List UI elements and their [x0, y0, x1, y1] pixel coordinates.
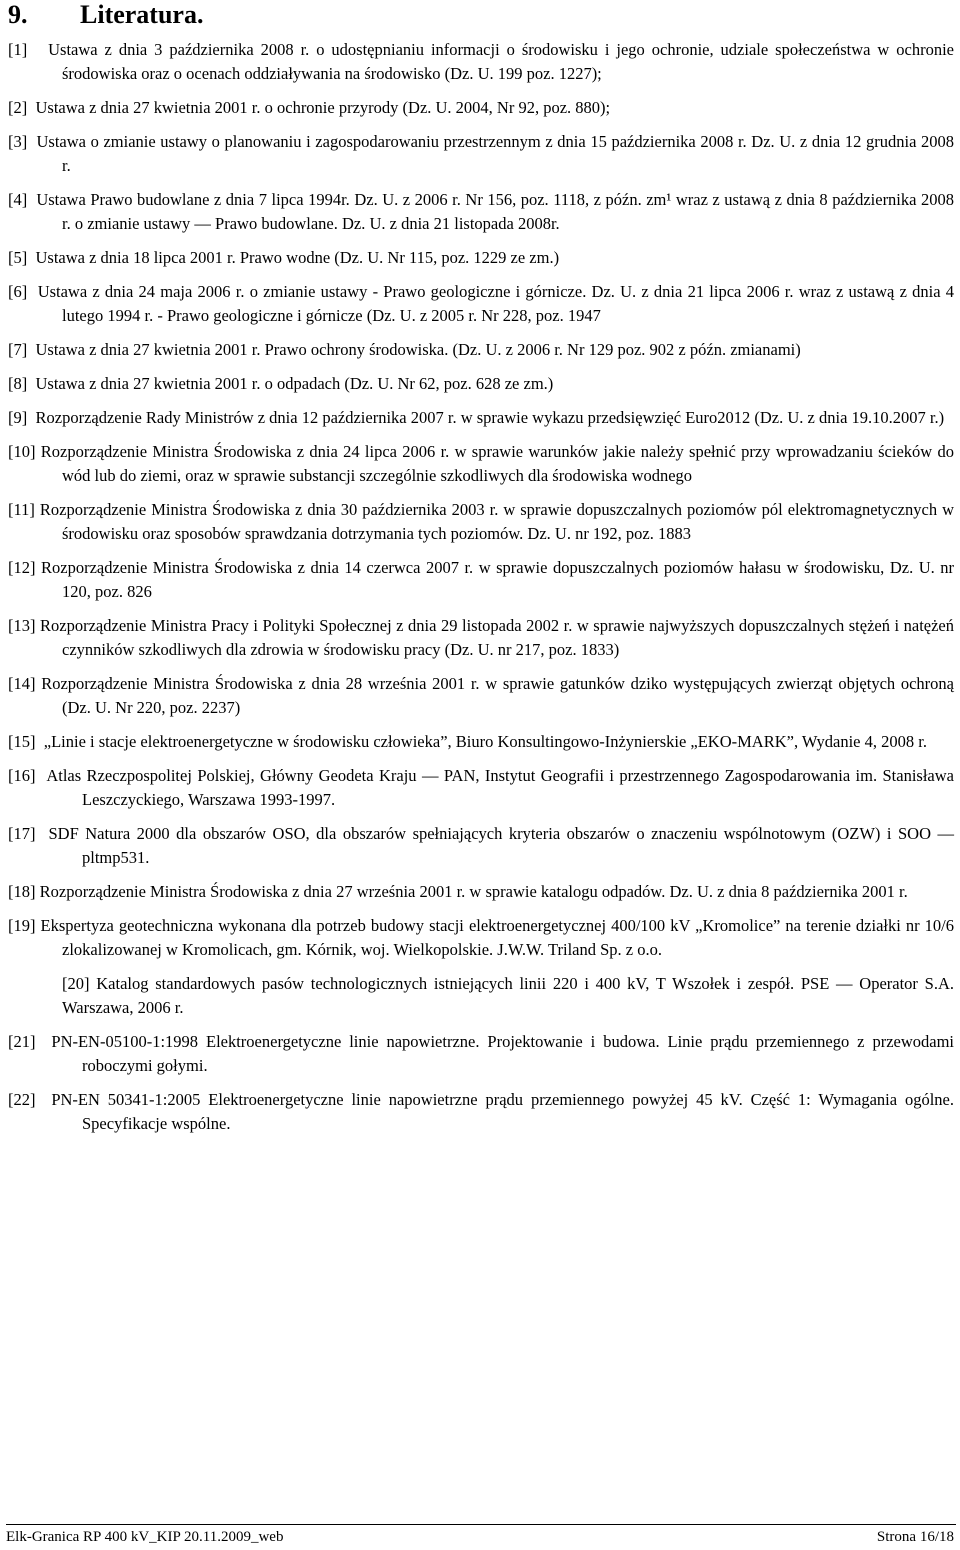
- reference-text: PN-EN 50341-1:2005 Elektroenergetyczne linie napowietrzne prądu przemiennego powyżej 45 kV. Część 1: Wymagania ogólne. Specyfikacje wspólne.: [51, 1090, 954, 1133]
- reference-text: Rozporządzenie Ministra Środowiska z dnia 30 października 2003 r. w sprawie dopuszczalnych poziomów pól elektromagnetycznych w środowisku oraz sposobów sprawdzania dotrzymania tych poziomów. Dz. U. nr 192, poz. 1883: [39, 500, 954, 543]
- reference-text: Ekspertyza geotechniczna wykonana dla potrzeb budowy stacji elektroenergetycznej 400/100 kV „Kromolice” na terenie działki nr 10/6 zlokalizowanej w Kromolicach, gm. Kórnik, woj. Wielkopolskie. J.W.W. Triland Sp. z o.o.: [40, 916, 954, 959]
- reference-item: [0, 280, 960, 328]
- reference-item: [0, 130, 960, 178]
- reference-item: [0, 730, 960, 754]
- reference-item: [0, 1030, 960, 1078]
- section-number: 9.: [8, 0, 28, 29]
- page-footer: [6, 1528, 954, 1546]
- reference-label: [14]: [8, 674, 36, 693]
- reference-text: Rozporządzenie Ministra Środowiska z dnia 28 września 2001 r. w sprawie gatunków dziko występujących zwierząt objętych ochroną (Dz. U. Nr 220, poz. 2237): [41, 674, 955, 717]
- reference-label: [22]: [8, 1090, 36, 1109]
- reference-text: Ustawa z dnia 24 maja 2006 r. o zmianie ustawy - Prawo geologiczne i górnicze. Dz. U. z dnia 21 lipca 2006 r. wraz z ustawą z dnia 4 lutego 1994 r. - Prawo geologiczne i górnicze (Dz. U. z 2005 r. Nr 228, poz. 1947: [37, 282, 954, 325]
- reference-item: [0, 372, 960, 396]
- reference-label: [17]: [8, 824, 36, 843]
- reference-text: Ustawa z dnia 27 kwietnia 2001 r. o odpadach (Dz. U. Nr 62, poz. 628 ze zm.): [35, 374, 554, 393]
- reference-item: [0, 338, 960, 362]
- reference-label: [4]: [8, 190, 28, 209]
- reference-text: Rozporządzenie Ministra Środowiska z dnia 24 lipca 2006 r. w sprawie warunków jakie należy spełnić przy wprowadzaniu ścieków do wód lub do ziemi, oraz w sprawie substancji szczególnie szkodliwych dla środowiska wodnego: [40, 442, 954, 485]
- reference-label: [15]: [8, 732, 36, 751]
- footer-document-id: Elk-Granica RP 400 kV_KIP 20.11.2009_web: [6, 1529, 284, 1545]
- reference-label: [8]: [8, 374, 28, 393]
- reference-label: [19]: [8, 916, 36, 935]
- reference-item: [0, 880, 960, 904]
- reference-item: [0, 38, 960, 86]
- reference-text: Ustawa o zmianie ustawy o planowaniu i zagospodarowaniu przestrzennym z dnia 15 października 2008 r. Dz. U. z dnia 12 grudnia 2008 r.: [36, 132, 955, 175]
- reference-label: [1]: [8, 40, 28, 59]
- reference-text: Atlas Rzeczpospolitej Polskiej, Główny Geodeta Kraju — PAN, Instytut Geografii i przestrzennego Zagospodarowania im. Stanisława Leszczyckiego, Warszawa 1993-1997.: [46, 766, 954, 809]
- reference-text: Ustawa z dnia 3 października 2008 r. o udostępnianiu informacji o środowisku i jego ochronie, udziale społeczeństwa w ochronie środowiska oraz o ocenach oddziaływania na środowisko (Dz. U. 199 poz. 1227);: [48, 40, 954, 83]
- reference-text: Rozporządzenie Ministra Pracy i Polityki Społecznej z dnia 29 listopada 2002 r. w sprawie najwyższych dopuszczalnych stężeń i natężeń czynników szkodliwych dla zdrowia w środowisku pracy (Dz. U. nr 217, poz. 1833): [40, 616, 954, 659]
- footer-divider: [6, 1524, 956, 1525]
- reference-label: [20]: [62, 974, 90, 993]
- reference-item: [0, 406, 960, 430]
- reference-item: [0, 556, 960, 604]
- reference-item: [0, 822, 960, 870]
- reference-label: [21]: [8, 1032, 36, 1051]
- reference-text: Rozporządzenie Ministra Środowiska z dnia 14 czerwca 2007 r. w sprawie dopuszczalnych poziomów hałasu w środowisku, Dz. U. nr 120, poz. 826: [41, 558, 954, 601]
- footer-page-number: Strona 16/18: [876, 1529, 954, 1545]
- reference-label: [9]: [8, 408, 28, 427]
- reference-label: [18]: [8, 882, 36, 901]
- reference-label: [13]: [8, 616, 36, 635]
- reference-text: Ustawa Prawo budowlane z dnia 7 lipca 1994r. Dz. U. z 2006 r. Nr 156, poz. 1118, z późn. zm¹ wraz z ustawą z dnia 8 października 2008 r. o zmianie ustawy — Prawo budowlane. Dz. U. z dnia 21 listopada 2008r.: [36, 190, 954, 233]
- reference-item: [0, 764, 960, 812]
- reference-label: [6]: [8, 282, 28, 301]
- reference-label: [16]: [8, 766, 36, 785]
- reference-item: [0, 914, 960, 962]
- section-heading: [8, 0, 203, 30]
- reference-label: [3]: [8, 132, 28, 151]
- reference-label: [5]: [8, 248, 28, 267]
- reference-label: [2]: [8, 98, 28, 117]
- section-title: Literatura.: [80, 0, 204, 29]
- reference-text: SDF Natura 2000 dla obszarów OSO, dla obszarów spełniających kryteria obszarów o znaczeniu wspólnotowym (OZW) i SOO — pltmp531.: [48, 824, 954, 867]
- reference-item: [0, 1088, 960, 1136]
- reference-text: „Linie i stacje elektroenergetyczne w środowisku człowieka”, Biuro Konsultingowo-Inżynierskie „EKO-MARK”, Wydanie 4, 2008 r.: [43, 732, 927, 751]
- reference-text: Rozporządzenie Rady Ministrów z dnia 12 października 2007 r. w sprawie wykazu przedsięwzięć Euro2012 (Dz. U. z dnia 19.10.2007 r.): [35, 408, 945, 427]
- reference-text: Ustawa z dnia 18 lipca 2001 r. Prawo wodne (Dz. U. Nr 115, poz. 1229 ze zm.): [35, 248, 560, 267]
- reference-item: [0, 188, 960, 236]
- reference-text: Katalog standardowych pasów technologicznych istniejących linii 220 i 400 kV, T Wszołek i zespół. PSE — Operator S.A. Warszawa, 2006 r.: [62, 974, 955, 1017]
- reference-text: PN-EN-05100-1:1998 Elektroenergetyczne linie napowietrzne. Projektowanie i budowa. Linie prądu przemiennego z przewodami roboczymi gołymi.: [51, 1032, 954, 1075]
- reference-text: Ustawa z dnia 27 kwietnia 2001 r. o ochronie przyrody (Dz. U. 2004, Nr 92, poz. 880);: [35, 98, 611, 117]
- reference-item: [0, 246, 960, 270]
- reference-item: [0, 972, 960, 1020]
- reference-item: [0, 614, 960, 662]
- reference-item: [0, 440, 960, 488]
- reference-item: [0, 498, 960, 546]
- reference-label: [12]: [8, 558, 36, 577]
- reference-item: [0, 96, 960, 120]
- reference-text: Rozporządzenie Ministra Środowiska z dnia 27 września 2001 r. w sprawie katalogu odpadów. Dz. U. z dnia 8 października 2001 r.: [39, 882, 908, 901]
- reference-list: [0, 38, 960, 1146]
- reference-label: [11]: [8, 500, 35, 519]
- reference-text: Ustawa z dnia 27 kwietnia 2001 r. Prawo ochrony środowiska. (Dz. U. z 2006 r. Nr 129 poz. 902 z późn. zmianami): [35, 340, 801, 359]
- reference-item: [0, 672, 960, 720]
- reference-label: [7]: [8, 340, 28, 359]
- reference-label: [10]: [8, 442, 36, 461]
